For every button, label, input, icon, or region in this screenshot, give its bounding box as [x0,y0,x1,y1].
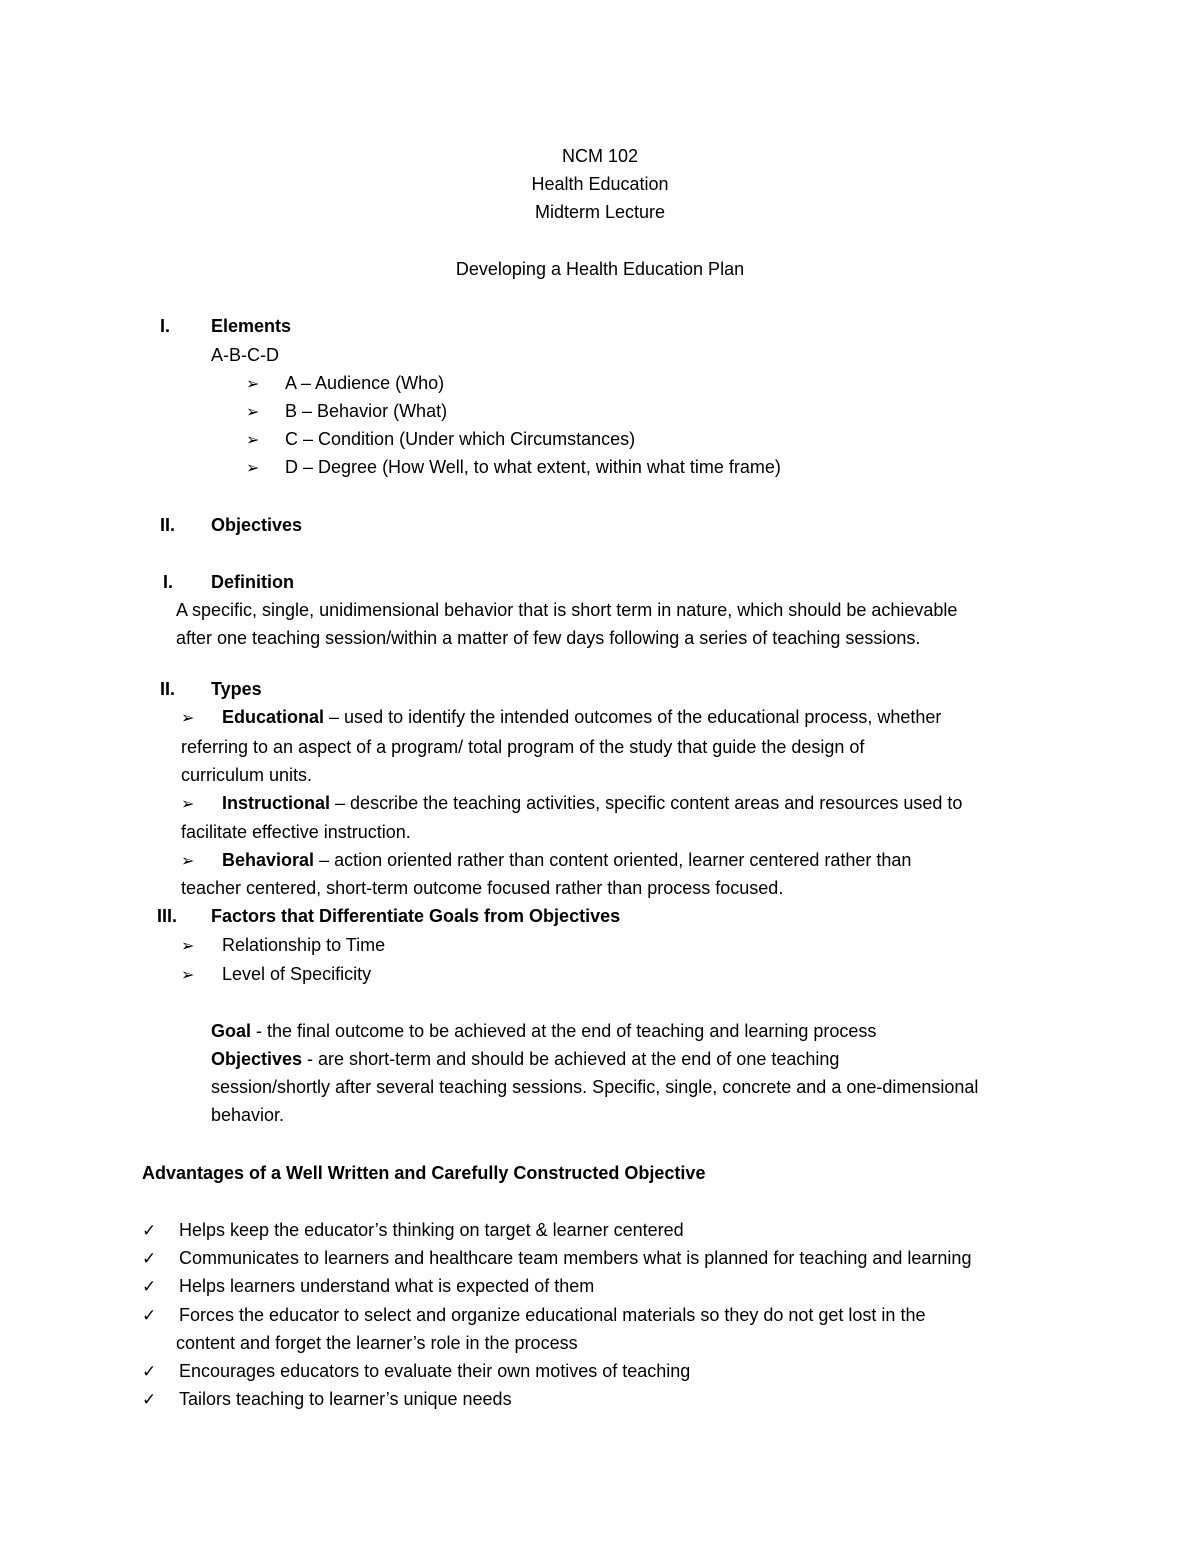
list-item-text: C – Condition (Under which Circumstances) [285,429,636,449]
section-number: I. [160,316,171,336]
course-code: NCM 102 [561,146,639,166]
goal-definition [211,1019,876,1043]
advantage-text: Forces the educator to select and organize educational materials so they do not get lost in the [179,1305,926,1325]
section-heading-objectives: Objectives [211,515,303,535]
subject-title: Health Education [531,174,669,194]
arrow-bullet-icon: ➢ [181,710,195,727]
acronym: A-B-C-D [211,345,279,365]
objectives-definition [211,1047,839,1071]
advantage-item [142,1387,512,1412]
objectives-text-continued: behavior. [211,1105,285,1125]
list-item [246,455,781,481]
subsection-heading-definition: Definition [211,572,294,592]
list-item [246,399,447,425]
list-item [246,427,635,453]
factor-item [181,933,385,959]
goal-text: - the final outcome to be achieved at the end of teaching and learning process [251,1021,877,1041]
type-text: – describe the teaching activities, specific content areas and resources used to [330,793,963,813]
subsection-number: I. [163,572,174,592]
type-item-instructional [181,791,962,817]
list-item-text: B – Behavior (What) [285,401,448,421]
subsection-heading-factors: Factors that Differentiate Goals from Objectives [211,906,621,926]
type-item-educational [181,705,941,731]
list-item-text: A – Audience (Who) [285,373,445,393]
list-item-text: D – Degree (How Well, to what extent, within what time frame) [285,457,781,477]
definition-text: after one teaching session/within a matter of few days following a series of teaching sessions. [176,628,921,648]
advantage-text: Helps learners understand what is expected of them [179,1276,595,1296]
factor-item [181,962,371,988]
objectives-text-continued: session/shortly after several teaching sessions. Specific, single, concrete and a one-dimensional [211,1077,979,1097]
factor-text: Level of Specificity [222,964,372,984]
page-title: Developing a Health Education Plan [455,259,745,279]
checkmark-icon: ✓ [142,1249,157,1268]
advantage-text: Tailors teaching to learner’s unique needs [179,1389,512,1409]
advantages-heading: Advantages of a Well Written and Carefully Constructed Objective [142,1163,706,1183]
arrow-bullet-icon: ➢ [181,967,195,984]
type-term: Instructional [222,793,331,813]
section-number: II. [160,515,176,535]
advantage-item [142,1218,684,1243]
type-text-continued: referring to an aspect of a program/ total program of the study that guide the design of [181,737,865,757]
list-item [246,371,444,397]
advantage-text: Encourages educators to evaluate their own motives of teaching [179,1361,691,1381]
arrow-bullet-icon: ➢ [246,376,260,393]
checkmark-icon: ✓ [142,1221,157,1240]
type-text-continued: teacher centered, short-term outcome focused rather than process focused. [181,878,784,898]
checkmark-icon: ✓ [142,1306,157,1325]
arrow-bullet-icon: ➢ [181,796,195,813]
subsection-number: II. [160,679,176,699]
arrow-bullet-icon: ➢ [246,432,260,449]
advantage-item [142,1303,925,1328]
type-item-behavioral [181,848,911,874]
advantage-item [142,1274,594,1299]
advantage-item [142,1359,690,1384]
lecture-title: Midterm Lecture [534,202,666,222]
advantage-item [142,1246,971,1271]
arrow-bullet-icon: ➢ [181,853,195,870]
section-heading-elements: Elements [211,316,292,336]
subsection-number: III. [157,906,178,926]
checkmark-icon: ✓ [142,1277,157,1296]
arrow-bullet-icon: ➢ [246,460,260,477]
checkmark-icon: ✓ [142,1362,157,1381]
definition-text: A specific, single, unidimensional behavior that is short term in nature, which should be achievable [176,600,958,620]
type-term: Behavioral [222,850,315,870]
objectives-text: - are short-term and should be achieved at the end of one teaching [302,1049,840,1069]
type-text: – action oriented rather than content oriented, learner centered rather than [314,850,912,870]
objectives-term: Objectives [211,1049,303,1069]
type-text: – used to identify the intended outcomes of the educational process, whether [324,707,942,727]
advantage-text: Communicates to learners and healthcare team members what is planned for teaching and learning [179,1248,972,1268]
advantage-text: Helps keep the educator’s thinking on target & learner centered [179,1220,684,1240]
subsection-heading-types: Types [211,679,262,699]
checkmark-icon: ✓ [142,1390,157,1409]
goal-term: Goal [211,1021,252,1041]
arrow-bullet-icon: ➢ [246,404,260,421]
factor-text: Relationship to Time [222,935,386,955]
advantage-text-continued: content and forget the learner’s role in the process [176,1333,578,1353]
type-term: Educational [222,707,325,727]
type-text-continued: curriculum units. [181,765,313,785]
arrow-bullet-icon: ➢ [181,938,195,955]
type-text-continued: facilitate effective instruction. [181,822,411,842]
